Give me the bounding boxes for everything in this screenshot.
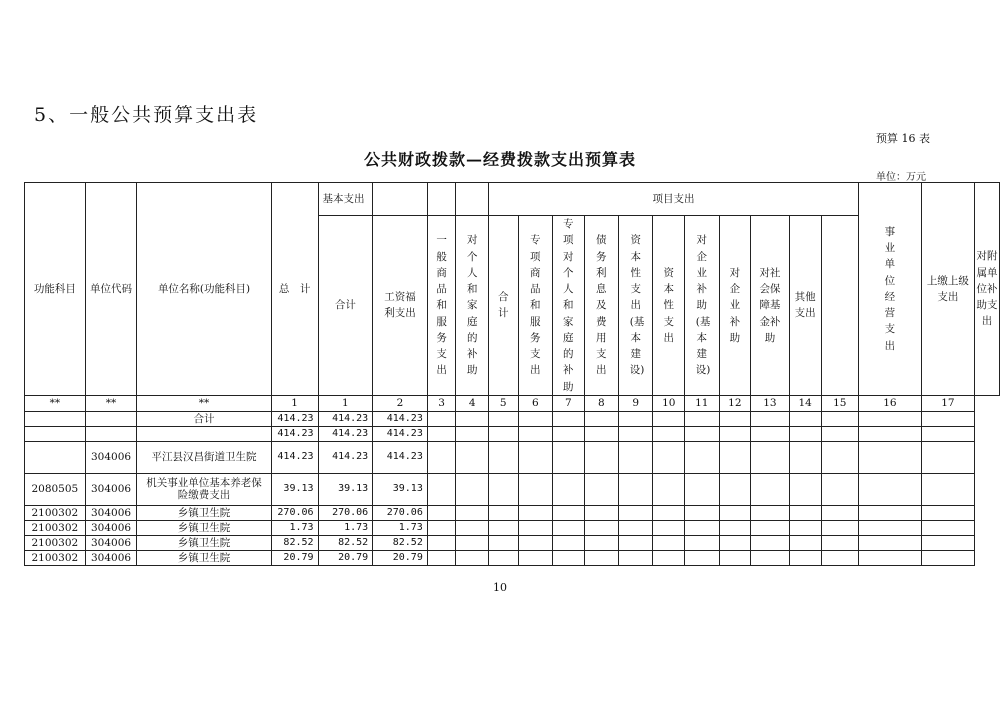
empty-cell [653,411,685,426]
empty-cell [488,441,518,473]
header-proj-goods: 专项商品和服务支出 [530,234,541,377]
salary-cell: 414.23 [373,441,428,473]
total-cell: 414.23 [271,426,318,441]
empty-cell [456,520,489,535]
empty-cell [653,441,685,473]
empty-cell [427,426,456,441]
empty-cell [653,535,685,550]
empty-cell [789,520,821,535]
empty-cell [921,550,974,565]
table-row [25,550,1000,565]
basic-total-cell: 270.06 [318,505,373,520]
empty-cell [719,411,751,426]
empty-cell [488,535,518,550]
empty-cell [584,473,618,505]
table-title: 公共财政拨款—经费拨款支出预算表 [363,150,636,169]
empty-cell [859,505,922,520]
header-basic-total: 合计 [318,216,373,396]
empty-cell [488,473,518,505]
empty-cell [488,411,518,426]
total-cell: 20.79 [271,550,318,565]
empty-cell [789,535,821,550]
empty-cell [553,411,585,426]
unit-name-cell [137,426,271,441]
empty-cell [584,411,618,426]
unit-code-cell: 304006 [85,550,137,565]
unit-code-cell [85,426,137,441]
empty-cell [859,426,922,441]
empty-cell [719,505,751,520]
empty-cell [789,411,821,426]
index-cell: 13 [751,395,790,411]
empty-cell [685,426,720,441]
empty-cell [685,441,720,473]
index-row [25,395,1000,411]
empty-cell [719,473,751,505]
empty-cell [553,550,585,565]
header-total: 总 计 [271,183,318,396]
empty-cell [456,411,489,426]
total-cell: 414.23 [271,441,318,473]
salary-cell: 39.13 [373,473,428,505]
empty-cell [921,441,974,473]
empty-cell [584,441,618,473]
empty-cell [553,535,585,550]
empty-cell [518,426,552,441]
basic-total-cell: 20.79 [318,550,373,565]
table-body [25,411,1000,565]
empty-cell [751,441,790,473]
empty-cell [751,473,790,505]
empty-cell [751,426,790,441]
empty-cell [685,411,720,426]
unit-label: 单位：万元 [876,172,926,183]
empty-cell [859,441,922,473]
empty-cell [619,520,653,535]
header-blank [456,183,489,216]
index-cell: 15 [821,395,858,411]
empty-cell [456,550,489,565]
empty-cell [653,505,685,520]
header-social-security: 对社会保障基金补助 [759,266,781,344]
func-subject-cell: 2100302 [25,505,86,520]
empty-cell [518,550,552,565]
header-subordinate: 对附属单位补助支出 [976,250,998,328]
empty-cell [719,535,751,550]
empty-cell [488,426,518,441]
empty-cell [553,426,585,441]
empty-cell [518,520,552,535]
empty-cell [553,520,585,535]
unit-code-cell [85,411,137,426]
unit-code-cell: 304006 [85,535,137,550]
unit-code-cell: 304006 [85,441,137,473]
empty-cell [584,505,618,520]
empty-cell [553,505,585,520]
empty-cell [685,550,720,565]
empty-cell [921,505,974,520]
empty-cell [789,550,821,565]
index-cell: 16 [859,395,922,411]
empty-cell [751,505,790,520]
empty-cell [719,550,751,565]
empty-cell [653,473,685,505]
empty-cell [821,441,858,473]
total-cell: 1.73 [271,520,318,535]
index-cell: 3 [427,395,456,411]
empty-cell [427,535,456,550]
func-subject-cell: 2080505 [25,473,86,505]
empty-cell [553,441,585,473]
unit-code-cell: 304006 [85,505,137,520]
empty-cell [653,520,685,535]
page-number: 10 [493,581,507,594]
basic-total-cell: 414.23 [318,441,373,473]
unit-name-cell: 乡镇卫生院 [137,535,271,550]
empty-cell [789,473,821,505]
func-subject-cell [25,411,86,426]
empty-cell [859,411,922,426]
index-cell: 14 [789,395,821,411]
salary-cell: 1.73 [373,520,428,535]
empty-cell [584,535,618,550]
table-row [25,505,1000,520]
header-public-institution: 事业单位经营支出 [884,225,896,352]
header-enterprise-infra: 对企业补助(基本建设) [695,234,711,377]
empty-cell [789,505,821,520]
empty-cell [751,411,790,426]
index-cell: 4 [456,395,489,411]
header-unit-code: 单位代码 [85,183,137,396]
empty-cell [619,535,653,550]
header-debt-interest: 债务利息及费用支出 [596,234,607,377]
empty-cell [488,520,518,535]
header-salary: 工资福利支出 [384,291,416,320]
index-cell: 17 [921,395,974,411]
salary-cell: 270.06 [373,505,428,520]
header-proj-total: 合计 [498,291,509,320]
empty-cell [685,473,720,505]
empty-cell [821,473,858,505]
index-cell: 9 [619,395,653,411]
empty-cell [427,520,456,535]
basic-total-cell: 82.52 [318,535,373,550]
index-cell: 6 [518,395,552,411]
table-row [25,473,1000,505]
total-cell: 414.23 [271,411,318,426]
empty-cell [518,441,552,473]
func-subject-cell [25,441,86,473]
header-other: 其他支出 [794,291,816,320]
empty-cell [789,426,821,441]
empty-cell [685,505,720,520]
index-cell: 5 [488,395,518,411]
header-capital-infra: 资本性支出(基本建设) [629,234,645,377]
index-cell: 7 [553,395,585,411]
empty-cell [427,473,456,505]
empty-cell [921,411,974,426]
empty-cell [821,520,858,535]
unit-name-cell: 乡镇卫生院 [137,550,271,565]
empty-cell [488,505,518,520]
empty-cell [619,426,653,441]
empty-cell [653,426,685,441]
empty-cell [553,473,585,505]
total-cell: 39.13 [271,473,318,505]
header-unit-name: 单位名称(功能科目) [137,183,271,396]
unit-name-cell: 乡镇卫生院 [137,520,271,535]
header-goods-services: 一般商品和服务支出 [436,234,447,377]
unit-name-cell: 机关事业单位基本养老保险缴费支出 [137,473,271,505]
empty-cell [859,550,922,565]
basic-total-cell: 414.23 [318,411,373,426]
table-row [25,520,1000,535]
empty-cell [821,411,858,426]
header-basic-expense: 基本支出 [318,183,373,216]
basic-total-cell: 1.73 [318,520,373,535]
salary-cell: 414.23 [373,426,428,441]
empty-cell [619,505,653,520]
unit-code-cell: 304006 [85,520,137,535]
empty-cell [859,520,922,535]
header-func-subject: 功能科目 [25,183,86,396]
empty-cell [619,411,653,426]
empty-cell [427,441,456,473]
empty-cell [921,535,974,550]
basic-total-cell: 39.13 [318,473,373,505]
empty-cell [789,441,821,473]
index-cell: ** [25,395,86,411]
empty-cell [619,550,653,565]
empty-cell [821,550,858,565]
empty-cell [821,535,858,550]
index-cell: 12 [719,395,751,411]
empty-cell [821,505,858,520]
total-cell: 82.52 [271,535,318,550]
empty-cell [584,426,618,441]
empty-cell [456,535,489,550]
empty-cell [518,473,552,505]
header-capital: 资本性支出 [663,266,675,344]
empty-cell [427,550,456,565]
index-cell: 2 [373,395,428,411]
empty-cell [456,441,489,473]
empty-cell [751,520,790,535]
empty-cell [751,550,790,565]
empty-cell [456,426,489,441]
func-subject-cell: 2100302 [25,535,86,550]
empty-cell [685,520,720,535]
budget-table-number: 预算 16 表 [876,132,930,145]
header-proj-personal: 专项对个人和家庭的补助 [563,218,574,393]
empty-cell [456,473,489,505]
empty-cell [921,520,974,535]
empty-cell [859,473,922,505]
unit-name-cell: 平江县汉昌街道卫生院 [137,441,271,473]
unit-code-cell: 304006 [85,473,137,505]
empty-cell [859,535,922,550]
index-cell: 10 [653,395,685,411]
header-enterprise: 对企业补助 [729,266,741,344]
index-cell: 1 [318,395,373,411]
empty-cell [427,411,456,426]
empty-cell [584,520,618,535]
empty-cell [719,520,751,535]
salary-cell: 82.52 [373,535,428,550]
index-cell: 1 [271,395,318,411]
empty-cell [619,473,653,505]
section-title: 5、一般公共预算支出表 [34,104,259,126]
empty-cell [518,505,552,520]
unit-name-cell: 乡镇卫生院 [137,505,271,520]
index-cell: 8 [584,395,618,411]
table-row [25,535,1000,550]
empty-cell [921,426,974,441]
index-cell: 11 [685,395,720,411]
index-cell: ** [137,395,271,411]
empty-cell [751,535,790,550]
total-cell: 270.06 [271,505,318,520]
salary-cell: 20.79 [373,550,428,565]
func-subject-cell [25,426,86,441]
header-remit-upper: 上缴上级支出 [926,274,969,303]
empty-cell [518,411,552,426]
empty-cell [653,550,685,565]
header-blank [427,183,456,216]
empty-cell [488,550,518,565]
header-personal-subsidy: 对个人和家庭的补助 [466,234,478,377]
empty-cell [719,441,751,473]
unit-name-cell: 合计 [137,411,271,426]
header-blank [373,183,428,216]
empty-cell [685,535,720,550]
table-row [25,411,1000,426]
empty-cell [427,505,456,520]
index-cell: ** [85,395,137,411]
budget-expense-table [24,182,1000,566]
basic-total-cell: 414.23 [318,426,373,441]
empty-cell [719,426,751,441]
empty-cell [821,426,858,441]
empty-cell [921,473,974,505]
empty-cell [619,441,653,473]
salary-cell: 414.23 [373,411,428,426]
header-project-expense: 项目支出 [488,183,858,216]
empty-cell [456,505,489,520]
func-subject-cell: 2100302 [25,520,86,535]
table-row [25,426,1000,441]
empty-cell [518,535,552,550]
func-subject-cell: 2100302 [25,550,86,565]
empty-cell [584,550,618,565]
table-row [25,441,1000,473]
